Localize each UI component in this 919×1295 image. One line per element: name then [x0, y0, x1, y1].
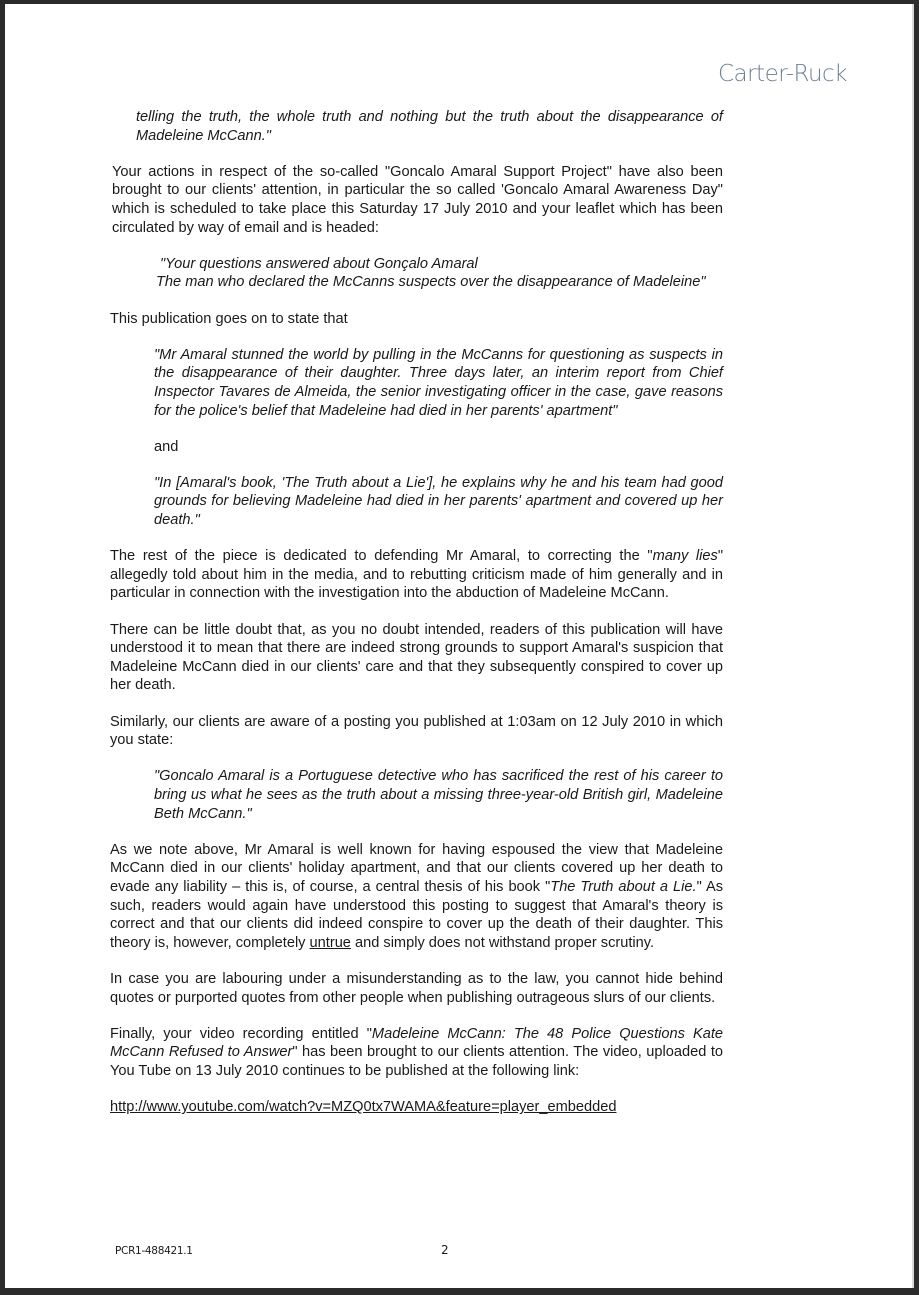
- emphasis-video-title: Madeleine McCann: The 48 Police Questions Kate McCann Refused to Answer: [110, 1025, 724, 1061]
- paragraph-as-we-note: [110, 841, 723, 953]
- text: " As such, readers would again have understood this posting to suggest that Amaral's theory is correct and that our clients did indeed conspire to cover up the death of their daughter. This theory is, however, completely: [110, 878, 724, 951]
- paragraph-video: [110, 1025, 723, 1081]
- quote-interim-report: "Mr Amaral stunned the world by pulling in the McCanns for questioning as suspects in the disappearance of their daughter. Three days later, an interim report from Chief Inspector Tavares de Almeida, the senior investigating officer in the case, gave reasons for the police's belief that Madeleine had died in her parents' apartment": [154, 346, 723, 419]
- text: Finally, your video recording entitled ": [110, 1025, 372, 1042]
- page-number: 2: [441, 1243, 449, 1257]
- emphasis-book-title: The Truth about a Lie.: [550, 878, 697, 895]
- quote-posting: "Goncalo Amaral is a Portuguese detective who has sacrificed the rest of his career to bring us what he sees as the truth about a missing three-year-old British girl, Madeleine Beth McCann.": [154, 768, 723, 822]
- quote-continued: telling the truth, the whole truth and nothing but the truth about the disappearance of Madeleine McCann.": [136, 109, 723, 144]
- text: As we note above, Mr Amaral is well known for having espoused the view that Madeleine McCann died in our clients' holiday apartment, and that our clients covered up her death to evade any liability – this is, of course, a central thesis of his book ": [110, 841, 723, 895]
- conjunction-and: and: [154, 438, 179, 455]
- paragraph-support-project: Your actions in respect of the so-called "Goncalo Amaral Support Project" have also been brought to our clients' attention, in particular the so called 'Goncalo Amaral Awareness Day" which is scheduled to take place this Saturday 17 July 2010 and your leaflet which has been circulated by way of email and is headed:: [112, 163, 723, 236]
- youtube-link[interactable]: http://www.youtube.com/watch?v=MZQ0tx7WAMA&feature=player_embedded: [110, 1099, 617, 1116]
- paragraph-publication-states: This publication goes on to state that: [110, 310, 348, 327]
- document-reference: PCR1-488421.1: [115, 1245, 193, 1257]
- text: " allegedly told about him in the media, and to rebutting criticism made of him generally and in particular in connection with the investigation into the abduction of Madeleine McCann.: [110, 548, 724, 602]
- firm-logo: Carter-Ruck: [717, 61, 847, 87]
- paragraph-law: In case you are labouring under a misunderstanding as to the law, you cannot hide behind quotes or purported quotes from other people when publishing outrageous slurs of our clients.: [110, 970, 723, 1006]
- paragraph-rest-of-piece: [110, 547, 723, 603]
- letter-body: [112, 108, 723, 1134]
- paragraph-posting: Similarly, our clients are aware of a posting you published at 1:03am on 12 July 2010 in which you state:: [110, 713, 723, 749]
- text: and simply does not withstand proper scrutiny.: [350, 934, 655, 951]
- leaflet-heading-line2: The man who declared the McCanns suspects over the disappearance of Madeleine": [156, 274, 706, 291]
- text: " has been brought to our clients attention. The video, uploaded to You Tube on 13 July 2010 continues to be published at the following link:: [110, 1044, 723, 1079]
- link-line: [110, 1098, 723, 1117]
- leaflet-heading-line1: "Your questions answered about Gonçalo Amaral: [160, 255, 478, 272]
- paragraph-little-doubt: There can be little doubt that, as you no doubt intended, readers of this publication will have understood it to mean that there are indeed strong grounds to support Amaral's suspicion that Madeleine McCann died in our clients' care and that they subsequently conspired to cover up her death.: [110, 621, 723, 694]
- emphasis-many-lies: many lies: [652, 548, 718, 565]
- underline-untrue: untrue: [309, 934, 351, 951]
- text: The rest of the piece is dedicated to defending Mr Amaral, to correcting the ": [110, 548, 653, 565]
- leaflet-heading: [152, 255, 723, 292]
- document-page: [5, 4, 914, 1288]
- quote-amaral-book: "In [Amaral's book, 'The Truth about a Lie'], he explains why he and his team had good grounds for believing Madeleine had died in her parents' apartment and covered up her death.": [154, 474, 723, 529]
